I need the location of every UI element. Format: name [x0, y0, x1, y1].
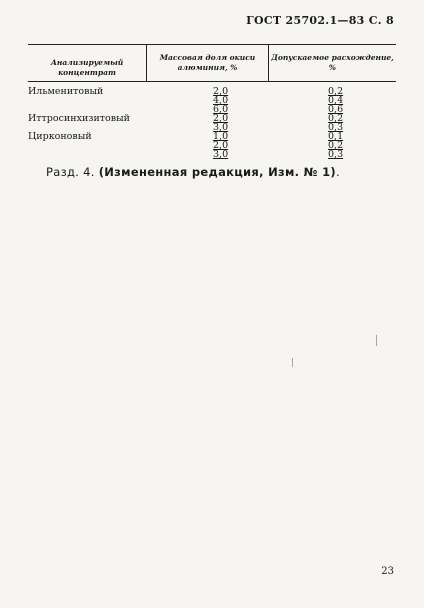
cell-mass: 3,0 [213, 122, 229, 133]
cell-mass: 3,0 [213, 149, 229, 160]
note-section-ref: Разд. 4. [46, 165, 95, 179]
cell-tolerance: 0,3 [328, 149, 344, 160]
scan-mark [292, 358, 293, 367]
cell-mass: 4,0 [213, 95, 229, 106]
cell-mass: 2,0 [213, 140, 229, 151]
note-amendment: (Измененная редакция, Изм. № 1) [98, 165, 336, 179]
cell-tolerance: 0,6 [328, 104, 344, 115]
scan-mark [376, 335, 377, 346]
cell-concentrate: Ильменитовый [28, 86, 104, 97]
cell-tolerance: 0,1 [328, 131, 344, 142]
page-number: 23 [381, 566, 394, 577]
cell-tolerance: 0,2 [328, 86, 344, 97]
table-row [28, 150, 396, 159]
table-header [28, 45, 396, 82]
header-concentrate: Анализируемый концентрат [50, 58, 124, 77]
cell-tolerance: 0,3 [328, 122, 344, 133]
amendment-note [46, 165, 340, 179]
tolerance-table [28, 44, 396, 162]
cell-mass: 2,0 [213, 86, 229, 97]
cell-mass: 6,0 [213, 104, 229, 115]
cell-tolerance: 0,2 [328, 113, 344, 124]
cell-mass: 2,0 [213, 113, 229, 124]
cell-tolerance: 0,4 [328, 95, 344, 106]
cell-tolerance: 0,2 [328, 140, 344, 151]
cell-concentrate: Иттросинхизитовый [28, 113, 130, 124]
cell-mass: 1,0 [213, 131, 229, 142]
header-tolerance: Допускаемое расхождение, % [271, 53, 394, 72]
table-body [28, 82, 396, 162]
cell-concentrate: Цирконовый [28, 131, 92, 142]
note-suffix: . [335, 165, 340, 179]
standard-header: ГОСТ 25702.1—83 С. 8 [246, 14, 394, 27]
header-mass-fraction: Массовая доля окиси алюминия, % [159, 53, 256, 72]
